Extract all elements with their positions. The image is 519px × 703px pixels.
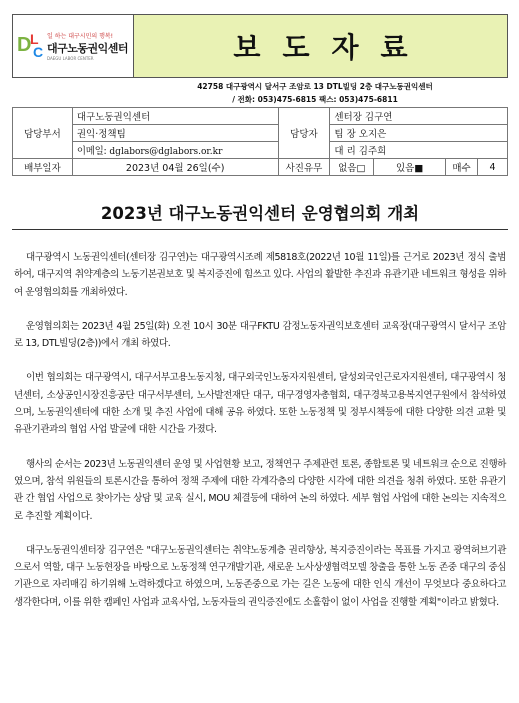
team-name: 권익·정책팀 — [72, 125, 278, 142]
person-1: 센터장 김구연 — [330, 108, 508, 125]
logo-name: 대구노동권익센터 — [47, 42, 129, 55]
title-divider — [12, 229, 508, 230]
paragraph: 이번 협의회는 대구광역시, 대구서부고용노동지청, 대구외국인노동자지원센터, 달성외국인근로자지원센터, 대구광역시 청년센터, 소상공인시장진흥공단 대구서부센터, 노사발전재단 대구, 대구경영자총협회, 대구경북고용복지연구원에서 참석하였으며, 노동권익센터에 대한 소개 및 추진 사업에 대해 공유 하였다. 또한 노동정책 및 정부시책등에 대한 다양한 의견 교환 및 유관기관과의 협업 사업 발굴에 대한 시간을 가졌다. — [14, 372, 506, 436]
email-link[interactable]: dglabors@dglabors.or.kr — [109, 147, 223, 157]
photo-none: 없음□ — [330, 159, 374, 176]
dept-label: 담당부서 — [13, 108, 73, 159]
contact-info-table — [12, 107, 508, 176]
document-title: 2023년 대구노동권익센터 운영협의회 개최 — [100, 204, 420, 223]
article-body — [14, 249, 506, 628]
logo-slogan: 일 하는 대구시민의 행복! — [47, 33, 114, 40]
person-2: 팀 장 오지은 — [330, 125, 508, 142]
press-header — [12, 14, 508, 78]
address-line-2: / 전화: 053)475-6815 팩스: 053)475-6811 — [232, 95, 398, 104]
address-line-1: 42758 대구광역시 달서구 조암로 13 DTL빌딩 2층 대구노동권익센터 — [197, 82, 433, 91]
paragraph: 대구광역시 노동권익센터(센터장 김구연)는 대구광역시조례 제5818호(2022년 10월 11일)를 근거로 2023년 정식 출범하여, 대구지역 취약계층의 노동기본권보호 및 복지증진에 힘쓰고 있다. 사업의 활발한 추진과 유관기관 네트워크 형성을 위하여 운영협의회를 개최하였다. — [14, 252, 506, 298]
logo — [12, 14, 134, 78]
press-release-banner — [134, 14, 508, 78]
pages-label: 매수 — [446, 159, 478, 176]
person-3: 대 리 김주희 — [330, 142, 508, 159]
dept-name: 대구노동권익센터 — [72, 108, 278, 125]
paragraph: 행사의 순서는 2023년 노동권익센터 운영 및 사업현황 보고, 정책연구 주제관련 토론, 종합토론 및 네트워크 순으로 진행하였으며, 참석 위원들의 토론시간을 통하여 정책 주제에 대한 각계각층의 다양한 시각에 대한 의견을 청취 하였다. 또한 유관기관 간 협업 사업으로 찾아가는 상담 및 교육 실시, MOU 체결등에 대하여 논의 하였다. 세부 협업 사업에 대한 논의는 지속적으로 추진할 계획이다. — [14, 458, 506, 522]
paragraph: 운영협의회는 2023년 4월 25일(화) 오전 10시 30분 대구FKTU 감정노동자권익보호센터 교육장(대구광역시 달서구 조암로 13, DTL빌딩(2층))에서 개최 하였다. — [14, 320, 506, 350]
email-label: 이메일: — [76, 146, 107, 157]
photo-yes: 있음■ — [374, 159, 446, 176]
photo-label: 사진유무 — [278, 159, 330, 176]
pages-count: 4 — [478, 159, 508, 176]
person-label: 담당자 — [278, 108, 330, 159]
logo-subtitle: DAEGU LABOR CENTER — [47, 56, 94, 61]
paragraph: 대구노동권익센터장 김구연은 "대구노동권익센터는 취약노동계층 권리향상, 복지증진이라는 목표를 가지고 광역허브기관으로서 역할, 대구 노동현장을 바탕으로 노동정책 연구개발기관, 새로운 노사상생협력모델 창출을 통한 노동 존중 대구의 중심기관으로 자리매김 하기위해 노력하겠다고 하였으며, 노동존중으로 가는 길은 노동에 대한 인식 개선이 무엇보다 중요하다고 생각한다며, 이를 위한 캠페인 사업과 교육사업, 노동자들의 권익증진에도 소홀함이 없이 사업을 진행할 계획"이라고 밝혔다. — [14, 544, 506, 608]
dist-date: 2023년 04월 26일(수) — [72, 159, 278, 176]
press-release-title: 보도자료 — [233, 31, 430, 64]
dist-date-label: 배부일자 — [13, 159, 73, 176]
dglc-logo-icon: D L C — [17, 31, 44, 60]
email-row — [72, 142, 278, 159]
